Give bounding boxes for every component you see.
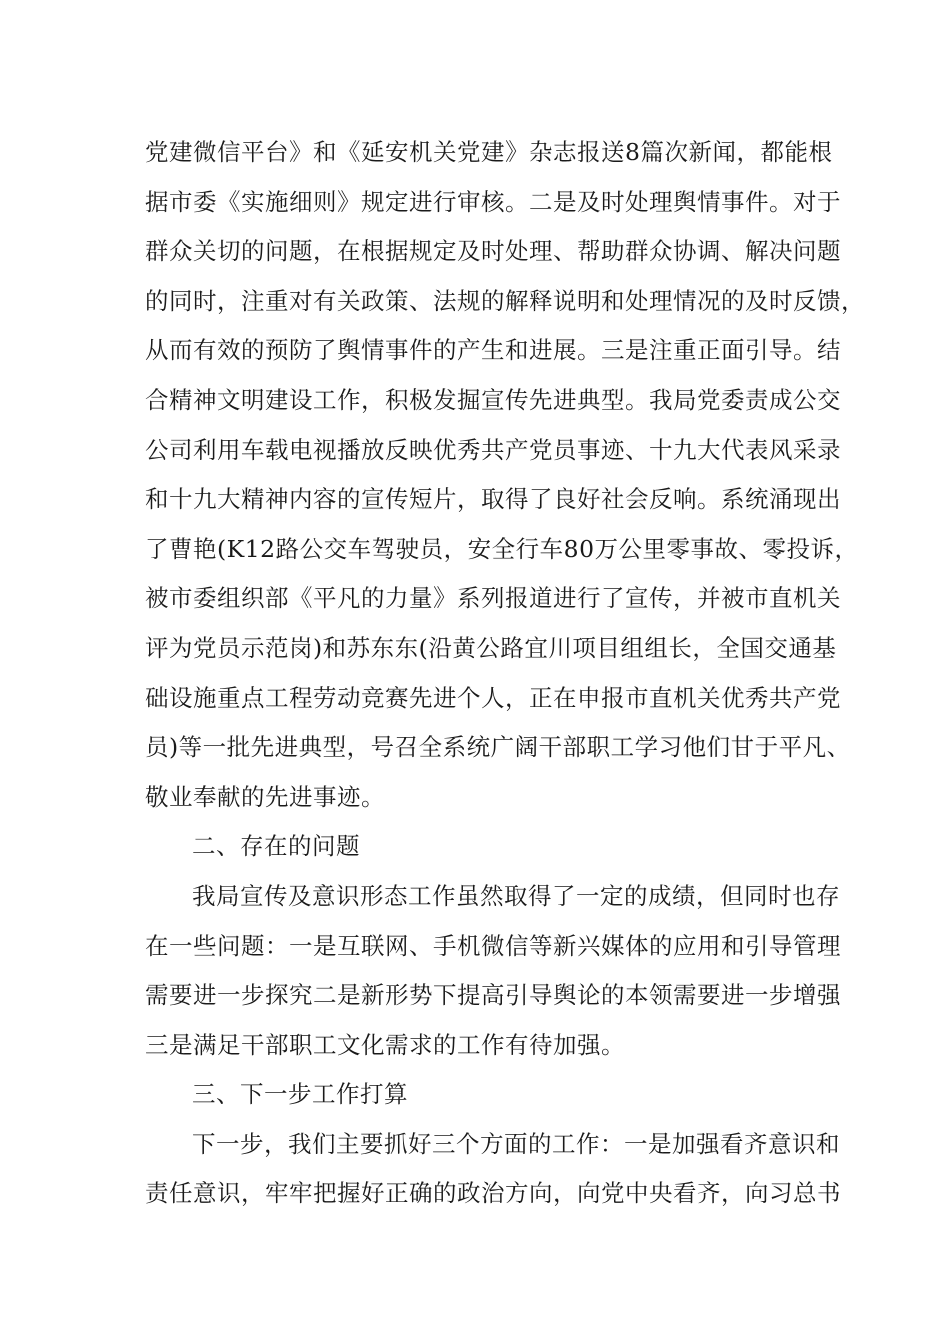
text-line: 在一些问题：一是互联网、手机微信等新兴媒体的应用和引导管理 bbox=[145, 931, 841, 960]
section-heading-next-steps: 三、下一步工作打算 bbox=[192, 1080, 408, 1109]
paragraph-2 bbox=[145, 872, 841, 1070]
text-line: 下一步，我们主要抓好三个方面的工作：一是加强看齐意识和 bbox=[192, 1129, 840, 1158]
text-line: 责任意识，牢牢把握好正确的政治方向，向党中央看齐，向习总书 bbox=[145, 1179, 841, 1208]
text-line: 员)等一批先进典型，号召全系统广阔干部职工学习他们甘于平凡、 bbox=[145, 733, 851, 762]
text-line: 党建微信平台》和《延安机关党建》杂志报送8篇次新闻，都能根 bbox=[145, 138, 833, 166]
paragraph-1 bbox=[145, 128, 865, 822]
text-line: 础设施重点工程劳动竞赛先进个人，正在申报市直机关优秀共产党 bbox=[145, 683, 841, 712]
text-line: 据市委《实施细则》规定进行审核。二是及时处理舆情事件。对于 bbox=[145, 187, 841, 216]
section-heading-problems: 二、存在的问题 bbox=[192, 832, 360, 861]
text-line: 三是满足干部职工文化需求的工作有待加强。 bbox=[145, 1030, 625, 1059]
text-line: 敬业奉献的先进事迹。 bbox=[145, 782, 385, 811]
text-line: 公司利用车载电视播放反映优秀共产党员事迹、十九大代表风采录 bbox=[145, 435, 841, 464]
text-line: 了曹艳(K12路公交车驾驶员，安全行车80万公里零事故、零投诉， bbox=[145, 534, 859, 563]
text-line: 和十九大精神内容的宣传短片，取得了良好社会反响。系统涌现出 bbox=[145, 485, 841, 514]
document-body bbox=[145, 128, 865, 1219]
text-line: 群众关切的问题，在根据规定及时处理、帮助群众协调、解决问题 bbox=[145, 237, 841, 266]
text-line: 合精神文明建设工作，积极发掘宣传先进典型。我局党委责成公交 bbox=[145, 385, 841, 414]
text-line: 需要进一步探究二是新形势下提高引导舆论的本领需要进一步增强 bbox=[145, 981, 841, 1010]
paragraph-3 bbox=[145, 1120, 841, 1219]
text-line: 的同时，注重对有关政策、法规的解释说明和处理情况的及时反馈， bbox=[145, 286, 865, 315]
text-line: 被市委组织部《平凡的力量》系列报道进行了宣传，并被市直机关 bbox=[145, 584, 841, 613]
text-line: 我局宣传及意识形态工作虽然取得了一定的成绩，但同时也存 bbox=[192, 881, 840, 910]
text-line: 从而有效的预防了舆情事件的产生和进展。三是注重正面引导。结 bbox=[145, 336, 841, 365]
text-line: 评为党员示范岗)和苏东东(沿黄公路宜川项目组组长，全国交通基 bbox=[145, 633, 837, 662]
